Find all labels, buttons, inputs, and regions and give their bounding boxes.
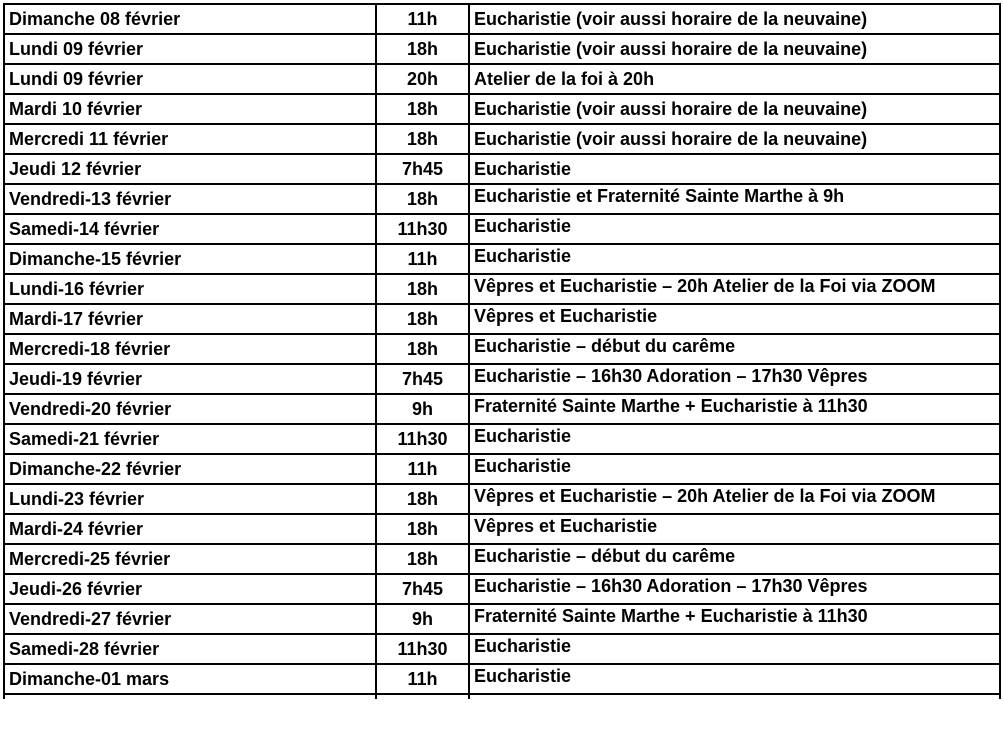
row-time: 18h <box>376 94 469 124</box>
row-event: Eucharistie <box>469 424 1000 454</box>
row-date: Dimanche-15 février <box>4 244 376 274</box>
row-date: Mardi-17 février <box>4 304 376 334</box>
row-date: Lundi 09 février <box>4 34 376 64</box>
row-date: Lundi 09 février <box>4 64 376 94</box>
table-row <box>4 544 1000 574</box>
empty-cell <box>469 694 1000 699</box>
empty-cell <box>376 694 469 699</box>
table-row <box>4 604 1000 634</box>
row-time: 7h45 <box>376 364 469 394</box>
row-date: Dimanche 08 février <box>4 4 376 34</box>
table-row <box>4 424 1000 454</box>
row-time: 20h <box>376 64 469 94</box>
row-time: 11h30 <box>376 634 469 664</box>
table-row <box>4 574 1000 604</box>
row-time: 11h30 <box>376 214 469 244</box>
row-event: Eucharistie <box>469 664 1000 694</box>
table-row <box>4 4 1000 34</box>
row-time: 18h <box>376 184 469 214</box>
row-date: Mardi-24 février <box>4 514 376 544</box>
schedule-table <box>3 3 1001 699</box>
row-time: 18h <box>376 274 469 304</box>
row-date: Mercredi-25 février <box>4 544 376 574</box>
row-event: Eucharistie (voir aussi horaire de la neuvaine) <box>469 94 1000 124</box>
row-time: 9h <box>376 394 469 424</box>
row-event: Eucharistie (voir aussi horaire de la neuvaine) <box>469 124 1000 154</box>
table-row-partial <box>4 694 1000 699</box>
table-row <box>4 664 1000 694</box>
row-event: Vêpres et Eucharistie – 20h Atelier de la Foi via ZOOM <box>469 274 1000 304</box>
row-event: Eucharistie – début du carême <box>469 544 1000 574</box>
row-date: Mercredi 11 février <box>4 124 376 154</box>
row-date: Samedi-14 février <box>4 214 376 244</box>
table-row <box>4 94 1000 124</box>
row-event: Fraternité Sainte Marthe + Eucharistie à 11h30 <box>469 604 1000 634</box>
row-time: 18h <box>376 544 469 574</box>
table-row <box>4 154 1000 184</box>
row-date: Samedi-21 février <box>4 424 376 454</box>
row-event: Fraternité Sainte Marthe + Eucharistie à 11h30 <box>469 394 1000 424</box>
row-date: Mercredi-18 février <box>4 334 376 364</box>
row-time: 11h <box>376 664 469 694</box>
table-row <box>4 124 1000 154</box>
table-row <box>4 634 1000 664</box>
row-date: Jeudi-26 février <box>4 574 376 604</box>
table-row <box>4 274 1000 304</box>
row-time: 11h <box>376 4 469 34</box>
row-time: 7h45 <box>376 154 469 184</box>
row-event: Eucharistie – début du carême <box>469 334 1000 364</box>
row-event: Eucharistie et Fraternité Sainte Marthe à 9h <box>469 184 1000 214</box>
row-time: 11h <box>376 244 469 274</box>
table-row <box>4 34 1000 64</box>
row-time: 11h <box>376 454 469 484</box>
row-date: Jeudi-19 février <box>4 364 376 394</box>
row-time: 9h <box>376 604 469 634</box>
row-event: Eucharistie – 16h30 Adoration – 17h30 Vêpres <box>469 364 1000 394</box>
row-date: Vendredi-20 février <box>4 394 376 424</box>
row-time: 18h <box>376 334 469 364</box>
row-time: 7h45 <box>376 574 469 604</box>
row-date: Dimanche-22 février <box>4 454 376 484</box>
row-date: Mardi 10 février <box>4 94 376 124</box>
row-event: Vêpres et Eucharistie <box>469 304 1000 334</box>
row-event: Eucharistie – 16h30 Adoration – 17h30 Vêpres <box>469 574 1000 604</box>
table-row <box>4 304 1000 334</box>
row-event: Eucharistie <box>469 244 1000 274</box>
row-date: Dimanche-01 mars <box>4 664 376 694</box>
table-row <box>4 334 1000 364</box>
row-time: 11h30 <box>376 424 469 454</box>
row-event: Eucharistie (voir aussi horaire de la neuvaine) <box>469 34 1000 64</box>
table-row <box>4 484 1000 514</box>
row-time: 18h <box>376 124 469 154</box>
row-date: Vendredi-27 février <box>4 604 376 634</box>
row-event: Eucharistie <box>469 154 1000 184</box>
schedule-body <box>4 4 1000 699</box>
row-date: Vendredi-13 février <box>4 184 376 214</box>
row-date: Samedi-28 février <box>4 634 376 664</box>
row-event: Eucharistie <box>469 214 1000 244</box>
row-time: 18h <box>376 34 469 64</box>
row-date: Lundi-23 février <box>4 484 376 514</box>
row-event: Eucharistie <box>469 454 1000 484</box>
table-row <box>4 514 1000 544</box>
table-row <box>4 244 1000 274</box>
row-date: Jeudi 12 février <box>4 154 376 184</box>
row-date: Lundi-16 février <box>4 274 376 304</box>
row-event: Eucharistie (voir aussi horaire de la neuvaine) <box>469 4 1000 34</box>
table-row <box>4 394 1000 424</box>
table-row <box>4 454 1000 484</box>
table-row <box>4 184 1000 214</box>
row-time: 18h <box>376 304 469 334</box>
row-event: Atelier de la foi à 20h <box>469 64 1000 94</box>
empty-cell <box>4 694 376 699</box>
table-row <box>4 364 1000 394</box>
table-row <box>4 64 1000 94</box>
row-event: Vêpres et Eucharistie – 20h Atelier de la Foi via ZOOM <box>469 484 1000 514</box>
table-row <box>4 214 1000 244</box>
row-event: Eucharistie <box>469 634 1000 664</box>
row-time: 18h <box>376 484 469 514</box>
row-time: 18h <box>376 514 469 544</box>
row-event: Vêpres et Eucharistie <box>469 514 1000 544</box>
